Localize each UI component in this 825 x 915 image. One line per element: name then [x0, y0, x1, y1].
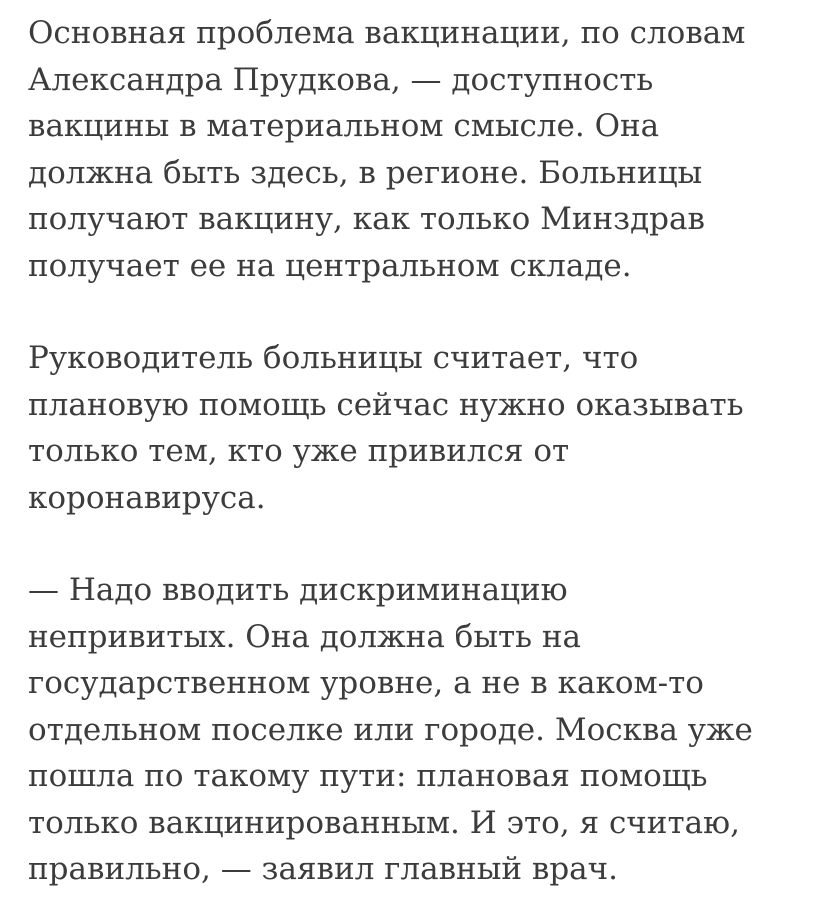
- paragraph-1: [28, 10, 803, 289]
- paragraph-3-quote: [28, 567, 803, 893]
- text-line: получает ее на центральном складе.: [28, 247, 632, 284]
- text-line: правильно, — заявил главный врач.: [28, 851, 619, 887]
- text-line: вакцины в материальном смысле. Она: [28, 108, 660, 144]
- text-line: отдельном поселке или городе. Москва уже: [28, 711, 753, 748]
- text-line: Руководитель больницы считает, что: [28, 340, 639, 376]
- text-line: плановую помощь сейчас нужно оказывать: [28, 386, 744, 423]
- text-line: Александра Прудкова, — доступность: [28, 61, 654, 98]
- text-line: — Надо вводить дискриминацию: [28, 572, 568, 608]
- text-line: должна быть здесь, в регионе. Больницы: [28, 154, 703, 191]
- text-line: получают вакцину, как только Минздрав: [28, 201, 705, 237]
- text-line: пошла по такому пути: плановая помощь: [28, 758, 708, 794]
- text-line: только тем, кто уже привился от: [28, 433, 570, 469]
- text-line: Основная проблема вакцинации, по словам: [28, 15, 746, 51]
- text-line: государственном уровне, а не в каком-то: [28, 665, 704, 701]
- text-line: непривитых. Она должна быть на: [28, 618, 582, 655]
- text-line: только вакцинированным. И это, я считаю,: [28, 804, 740, 841]
- text-line: коронавируса.: [28, 479, 266, 516]
- paragraph-2: [28, 335, 803, 521]
